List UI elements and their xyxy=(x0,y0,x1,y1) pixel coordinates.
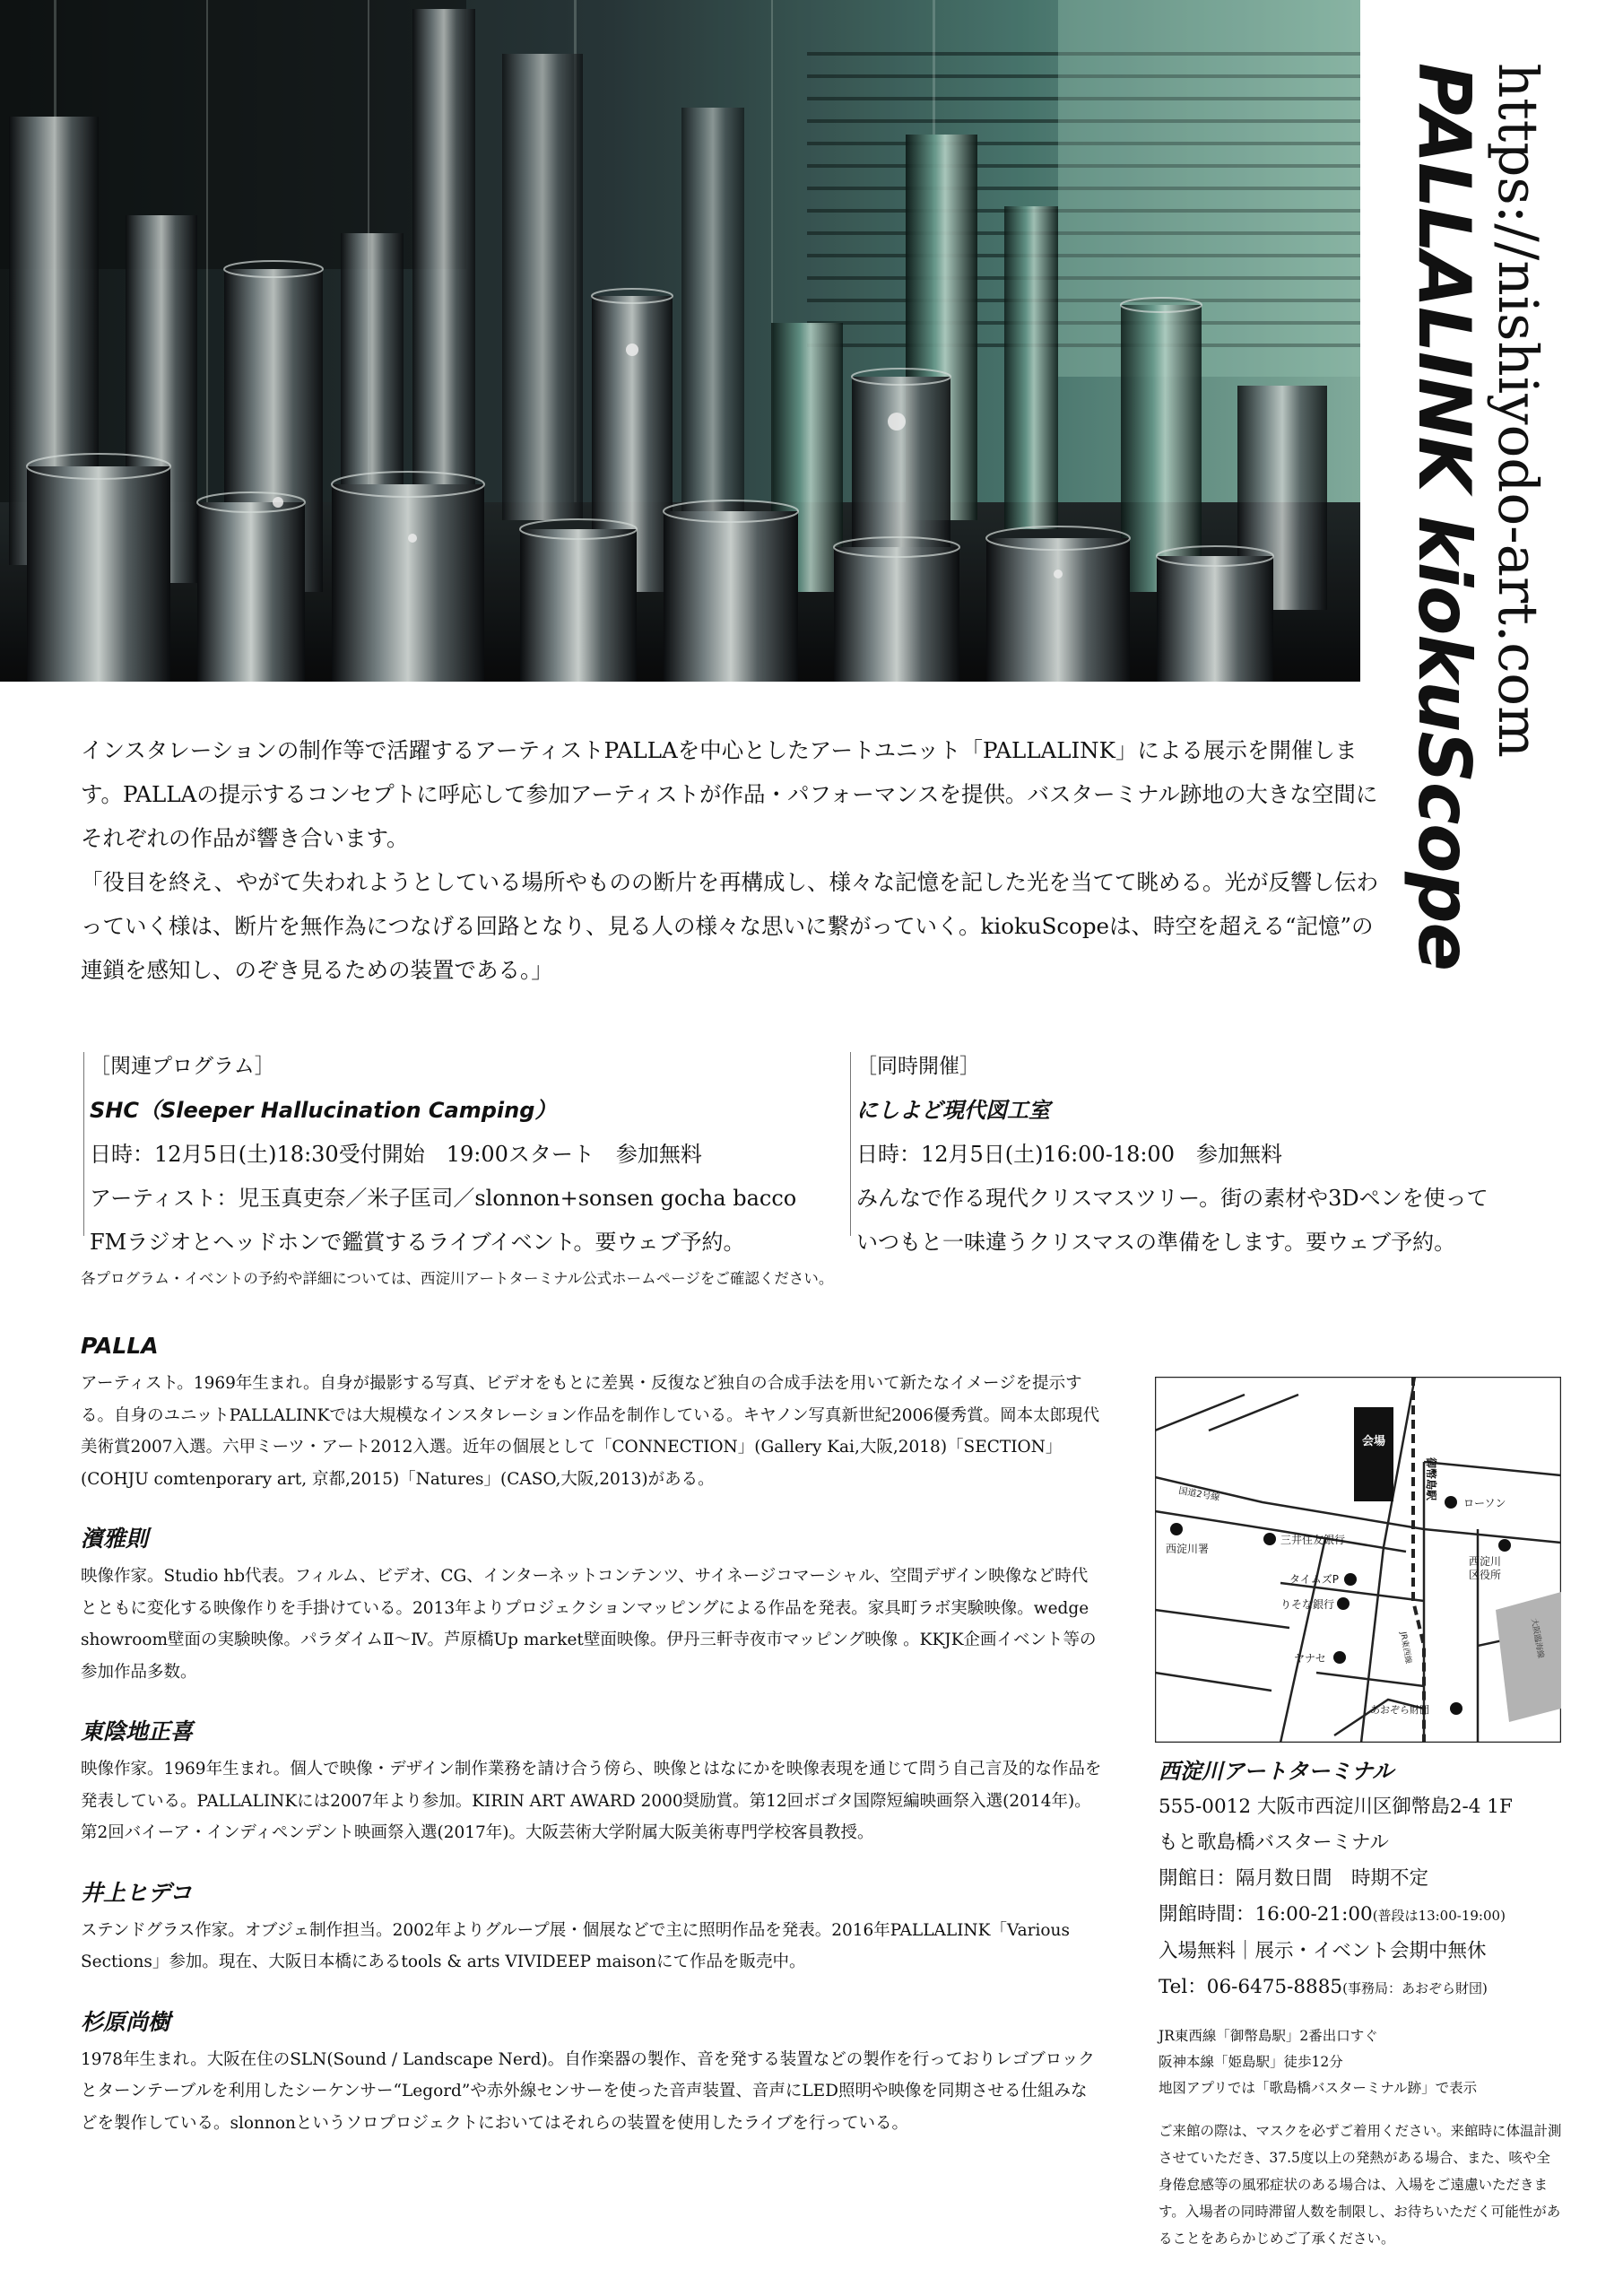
related-program-date: 日時：12月5日(土)18:30受付開始 19:00スタート 参加無料 xyxy=(90,1142,702,1167)
related-program xyxy=(90,1045,797,1265)
venue-building: もと歌島橋バスターミナル xyxy=(1159,1831,1389,1854)
venue-address: 555-0012 大阪市西淀川区御幣島2-4 1F xyxy=(1159,1796,1513,1818)
artist-bios xyxy=(81,1330,1103,2167)
venue-tel-line xyxy=(1159,1970,1571,2006)
website-url[interactable]: https://nishiyodo-art.com xyxy=(1486,63,1549,758)
venue-tel[interactable]: Tel：06-6475-8885 xyxy=(1159,1976,1343,1998)
venue-admission: 入場無料｜展示・イベント会期中無休 xyxy=(1159,1940,1487,1962)
concurrent-event-line1: みんなで作る現代クリスマスツリー。街の素材や3Dペンを使って xyxy=(856,1186,1488,1211)
venue-info xyxy=(1159,1753,1571,2006)
access-line-3: 地図アプリでは「歌島橋バスターミナル跡」で表示 xyxy=(1159,2080,1478,2096)
map-bank-risona: りそな銀行 xyxy=(1280,1598,1335,1611)
program-note: 各プログラム・イベントの予約や詳細については、西淀川アートターミナル公式ホームページをご確認ください。 xyxy=(81,1270,834,1287)
map-yanase: ヤナセ xyxy=(1294,1652,1326,1665)
concurrent-event-date: 日時：12月5日(土)16:00-18:00 参加無料 xyxy=(856,1142,1282,1167)
access-map-graphic xyxy=(1155,1377,1561,1743)
venue-tel-note: (事務局：あおぞら財団) xyxy=(1342,1980,1488,1996)
access-info xyxy=(1159,2023,1571,2101)
concurrent-event-line2: いつもと一味違うクリスマスの準備をします。要ウェブ予約。 xyxy=(856,1230,1456,1255)
map-road-kokudo: 国道2号線 xyxy=(1177,1486,1221,1504)
related-program-title: SHC（Sleeper Hallucination Camping） xyxy=(90,1098,557,1123)
intro-paragraph-2: 「役目を終え、やがて失われようとしている場所やものの断片を再構成し、様々な記憶を記した光を当てて眺める。光が反響し伝わっていく様は、断片を無作為につなげる回路となり、見る人の様々な思いに繋がっていく。kiokuScopeは、時空を超える“記憶”の連鎖を感知し、のぞき見るための装置である。」 xyxy=(81,869,1378,983)
event-title: PALLALINK kiokuScope xyxy=(1402,63,1486,970)
map-ward-office: 西淀川区役所 xyxy=(1469,1555,1502,1581)
artist-bio xyxy=(81,1716,1103,1849)
venue-hours: 開館時間：16:00-21:00 xyxy=(1159,1903,1373,1926)
access-line-2: 阪神本線「姫島駅」徒歩12分 xyxy=(1159,2054,1343,2070)
map-parking: タイムズP xyxy=(1289,1573,1339,1586)
concurrent-event xyxy=(856,1045,1538,1265)
map-station-label: 御幣島駅 xyxy=(1425,1457,1437,1501)
artist-bio xyxy=(81,1877,1103,1979)
access-map xyxy=(1155,1377,1561,1743)
venue-name: 西淀川アートターミナル xyxy=(1159,1759,1394,1784)
related-program-artists: アーティスト：児玉真吏奈／米子匡司／slonnon+sonsen gocha bacco xyxy=(90,1186,797,1211)
artist-bio-text: 映像作家。Studio hb代表。フィルム、ビデオ、CG、インターネットコンテンツ、サイネージコマーシャル、空間デザイン映像など時代とともに変化する映像作りを手掛けている。2013年よりプロジェクションマッピングによる作品を発表。家具町ラボ実験映像。wedge showroom壁面の実験映像。パラダイムⅡ～Ⅳ。芦原橋Up market壁面映像。伊丹三軒寺夜市マッピング映像 。KKJK企画イベント等の参加作品多数。 xyxy=(81,1567,1097,1682)
artist-bio xyxy=(81,1330,1103,1495)
venue-hours-line xyxy=(1159,1897,1571,1934)
artist-name: 杉原尚樹 xyxy=(81,2008,171,2035)
artist-name: 井上ヒデコ xyxy=(81,1879,193,1906)
hero-image xyxy=(0,0,1360,682)
map-aozora: あおぞら財団 xyxy=(1370,1704,1429,1716)
abstract-glass-cylinders-photo xyxy=(0,0,1360,682)
divider xyxy=(83,1052,84,1236)
artist-name: 濱雅則 xyxy=(81,1526,149,1552)
covid-notice: ご来館の際は、マスクを必ずご着用ください。来館時に体温計測させていただき、37.5度以上の発熱がある場合、また、咳や全身倦怠感等の風邪症状のある場合は、入場をご遠慮いただきます。入場者の同時滞留人数を制限し、お待ちいただく可能性があることをあらかじめご了承ください。 xyxy=(1159,2123,1562,2247)
related-program-label: ［関連プログラム］ xyxy=(90,1055,275,1078)
concurrent-event-label: ［同時開催］ xyxy=(856,1055,980,1078)
artist-bio xyxy=(81,1523,1103,1688)
access-line-1: JR東西線「御幣島駅」2番出口すぐ xyxy=(1159,2028,1378,2044)
map-road-osaka: 大阪臨海線 xyxy=(1529,1617,1545,1659)
divider xyxy=(850,1052,851,1236)
map-bank-mitsui: 三井住友銀行 xyxy=(1280,1534,1346,1546)
artist-bio-text: ステンドグラス作家。オブジェ制作担当。2002年よりグループ展・個展などで主に照明作品を発表。2016年PALLALINK「Various Sections」参加。現在、大阪日本橋にあるtools & arts VIVIDEEP maisonにて作品を販売中。 xyxy=(81,1920,1070,1971)
map-venue-label: 会場 xyxy=(1361,1435,1386,1448)
venue-open-days: 開館日：隔月数日間 時期不定 xyxy=(1159,1867,1429,1890)
concurrent-event-title: にしよど現代図工室 xyxy=(856,1098,1050,1123)
map-lawson: ローソン xyxy=(1463,1497,1506,1509)
artist-name: PALLA xyxy=(81,1333,159,1359)
map-police: 西淀川署 xyxy=(1166,1543,1210,1555)
artist-bio xyxy=(81,2006,1103,2140)
artist-bio-text: アーティスト。1969年生まれ。自身が撮影する写真、ビデオをもとに差異・反復など独自の合成手法を用いて新たなイメージを提示する。自身のユニットPALLALINKでは大規模なインスタレーション作品を制作している。キヤノン写真新世紀2006優秀賞。岡本太郎現代美術賞2007入選。六甲ミーツ・アート2012入選。近年の個展として「CONNECTION」(Gallery Kai,大阪,2018)「SECTION」(COHJU comtenporary art, 京都,2015)「Natures」(CASO,大阪,2013)がある。 xyxy=(81,1374,1100,1489)
related-program-desc: FMラジオとヘッドホンで鑑賞するライブイベント。要ウェブ予約。 xyxy=(90,1230,745,1255)
artist-name: 東陰地正喜 xyxy=(81,1718,194,1744)
artist-bio-text: 映像作家。1969年生まれ。個人で映像・デザイン制作業務を請け合う傍ら、映像とはなにかを映像表現を通じて問う自己言及的な作品を発表している。PALLALINKには2007年より参加。KIRIN ART AWARD 2000奨励賞。第12回ボゴタ国際短編映画祭入選(2014年)。第2回バイーア・インディペンデント映画祭入選(2017年)。大阪芸術大学附属大阪美術専門学校客員教授。 xyxy=(81,1760,1102,1842)
venue-hours-note: (普段は13:00-19:00) xyxy=(1372,1908,1506,1924)
intro-text xyxy=(81,728,1381,992)
artist-bio-text: 1978年生まれ。大阪在住のSLN(Sound / Landscape Nerd)。自作楽器の製作、音を発する装置などの製作を行っておりレゴブロックとターンテーブルを利用したシーケンサー“Legord”や赤外線センサーを使った音声装置、音声にLED照明や映像を同期させる仕組みなどを製作している。slonnonというソロプロジェクトにおいてはそれらの装置を使用したライブを行っている。 xyxy=(81,2049,1095,2133)
intro-paragraph-1: インスタレーションの制作等で活躍するアーティストPALLAを中心としたアートユニット「PALLALINK」による展示を開催します。PALLAの提示するコンセプトに呼応して参加アーティストが作品・パフォーマンスを提供。バスターミナル跡地の大きな空間にそれぞれの作品が響き合います。 xyxy=(81,737,1378,851)
map-road-jr: JR東西線 xyxy=(1398,1631,1413,1665)
